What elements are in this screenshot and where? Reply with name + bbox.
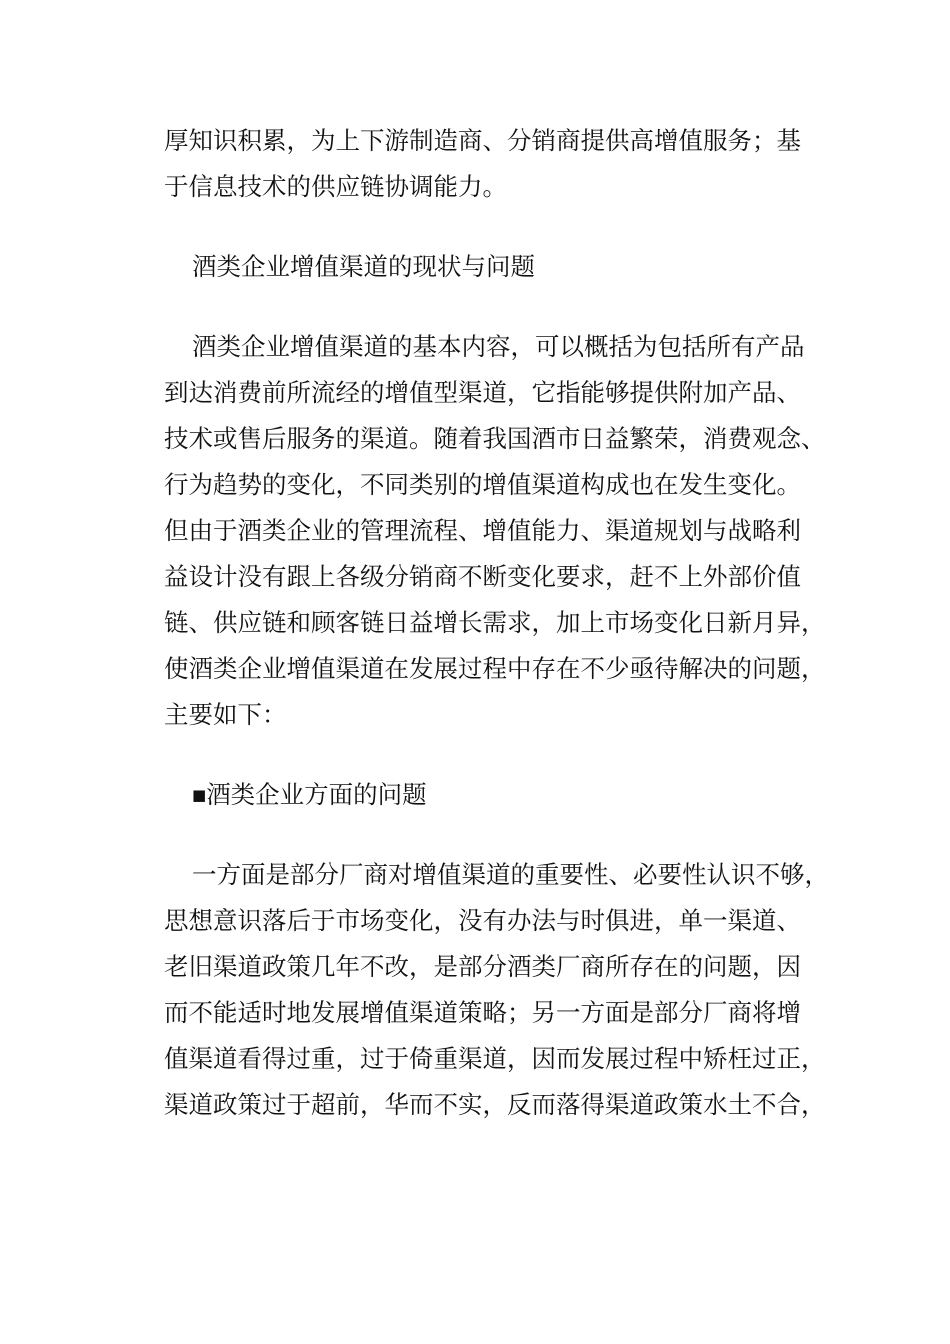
paragraph-gap (164, 818, 814, 852)
text-line: 益设计没有跟上各级分销商不断变化要求，赶不上外部价值 (164, 562, 801, 591)
text-line: 值渠道看得过重，过于倚重渠道，因而发展过程中矫枉过正， (164, 1044, 826, 1073)
text-line: 行为趋势的变化，不同类别的增值渠道构成也在发生变化。 (164, 470, 801, 499)
paragraph-enterprise-issues (164, 852, 829, 1128)
heading-text: 酒类企业增值渠道的现状与问题 (192, 252, 535, 281)
paragraph-gap (164, 738, 814, 772)
text-line: 链、供应链和顾客链日益增长需求，加上市场变化日新月异， (164, 608, 826, 637)
document-body (164, 118, 829, 1128)
text-line: 使酒类企业增值渠道在发展过程中存在不少亟待解决的问题， (164, 654, 826, 683)
text-line: 主要如下： (164, 700, 287, 729)
paragraph-gap (164, 210, 814, 244)
subheading-line (164, 772, 814, 818)
text-line: 而不能适时地发展增值渠道策略；另一方面是部分厂商将增 (164, 998, 801, 1027)
text-line: 但由于酒类企业的管理流程、增值能力、渠道规划与战略利 (164, 516, 801, 545)
text-line: 老旧渠道政策几年不改，是部分酒类厂商所存在的问题，因 (164, 952, 801, 981)
text-line: 一方面是部分厂商对增值渠道的重要性、必要性认识不够， (192, 860, 829, 889)
section-heading (164, 244, 814, 290)
paragraph-status (164, 324, 826, 738)
text-line: 酒类企业增值渠道的基本内容，可以概括为包括所有产品 (192, 332, 805, 361)
subsection-heading (164, 772, 814, 818)
paragraph-gap (164, 290, 814, 324)
text-line: 厚知识积累，为上下游制造商、分销商提供高增值服务；基 (164, 126, 801, 155)
text-line: 思想意识落后于市场变化，没有办法与时俱进，单一渠道、 (164, 906, 801, 935)
text-line: 渠道政策过于超前，华而不实，反而落得渠道政策水土不合， (164, 1090, 826, 1119)
square-bullet-icon: ■ (192, 786, 207, 804)
text-line: 到达消费前所流经的增值型渠道，它指能够提供附加产品、 (164, 378, 801, 407)
paragraph-intro (164, 118, 814, 210)
text-line: 技术或售后服务的渠道。随着我国酒市日益繁荣，消费观念、 (164, 424, 826, 453)
subheading-text: 酒类企业方面的问题 (206, 780, 427, 809)
text-line: 于信息技术的供应链协调能力。 (164, 172, 507, 201)
